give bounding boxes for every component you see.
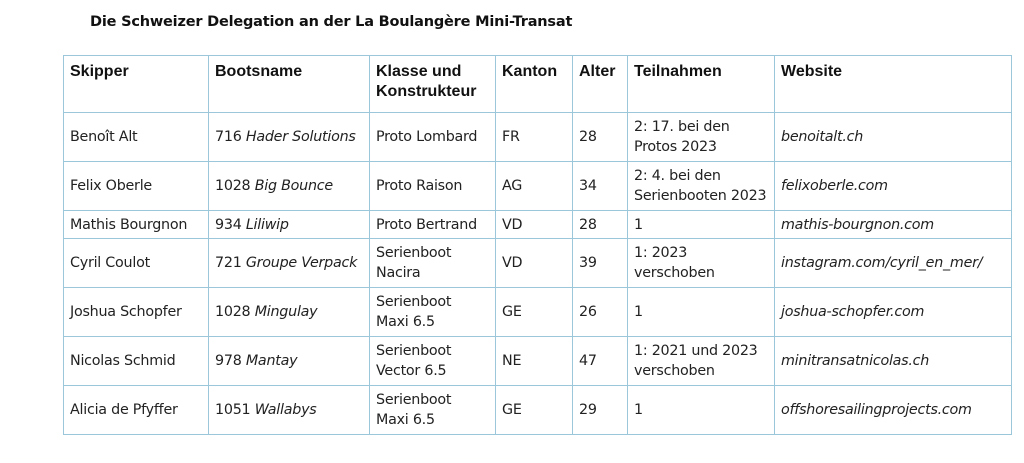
cell-skipper: Cyril Coulot: [64, 239, 209, 288]
table-row: [64, 239, 1012, 288]
participations-line1: 2: 4. bei den: [634, 168, 721, 184]
cell-participations: [628, 239, 775, 288]
cell-website: instagram.com/cyril_en_mer/: [775, 239, 1012, 288]
boat-number: 978: [215, 353, 242, 369]
boat-number: 1051: [215, 402, 251, 418]
cell-canton: NE: [496, 337, 573, 386]
boat-number: 721: [215, 255, 242, 271]
cell-class: [370, 211, 496, 239]
table-row: [64, 211, 1012, 239]
cell-age: 39: [573, 239, 628, 288]
cell-skipper: Mathis Bourgnon: [64, 211, 209, 239]
class-line1: Proto Raison: [376, 178, 463, 194]
cell-participations: [628, 211, 775, 239]
cell-skipper: Nicolas Schmid: [64, 337, 209, 386]
cell-canton: VD: [496, 239, 573, 288]
delegation-table: [63, 55, 1012, 435]
cell-canton: GE: [496, 288, 573, 337]
participations-line1: 1: 2023 verschoben: [634, 245, 715, 281]
boat-number: 1028: [215, 178, 251, 194]
class-line1: Serienboot: [376, 245, 452, 261]
cell-boat: [209, 113, 370, 162]
class-line2: Nacira: [376, 265, 421, 281]
header-canton: Kanton: [496, 56, 573, 113]
cell-skipper: Alicia de Pfyffer: [64, 386, 209, 435]
participations-line1: 1: 2021 und 2023: [634, 343, 758, 359]
cell-age: 29: [573, 386, 628, 435]
header-class-line1: Klasse und: [376, 63, 462, 80]
class-line2: Vector 6.5: [376, 363, 447, 379]
boat-number: 1028: [215, 304, 251, 320]
cell-boat: [209, 386, 370, 435]
table-row: [64, 386, 1012, 435]
header-age: Alter: [573, 56, 628, 113]
cell-website: felixoberle.com: [775, 162, 1012, 211]
table-header-row: [64, 56, 1012, 113]
cell-boat: [209, 239, 370, 288]
cell-website: minitransatnicolas.ch: [775, 337, 1012, 386]
boat-name: Hader Solutions: [245, 129, 356, 145]
cell-skipper: Joshua Schopfer: [64, 288, 209, 337]
participations-line2: Protos 2023: [634, 139, 717, 155]
header-participations: Teilnahmen: [628, 56, 775, 113]
cell-class: [370, 239, 496, 288]
participations-line1: 1: [634, 216, 643, 233]
participations-line1: 2: 17. bei den: [634, 119, 730, 135]
cell-class: [370, 162, 496, 211]
cell-skipper: Benoît Alt: [64, 113, 209, 162]
table-row: [64, 162, 1012, 211]
class-line2: Maxi 6.5: [376, 412, 435, 428]
boat-name: Mingulay: [254, 304, 318, 320]
cell-boat: [209, 288, 370, 337]
boat-name: Liliwip: [245, 216, 289, 233]
participations-line2: verschoben: [634, 363, 715, 379]
cell-class: [370, 113, 496, 162]
cell-canton: GE: [496, 386, 573, 435]
cell-age: 26: [573, 288, 628, 337]
header-website: Website: [775, 56, 1012, 113]
boat-name: Big Bounce: [254, 178, 333, 194]
class-line2: Maxi 6.5: [376, 314, 435, 330]
cell-canton: VD: [496, 211, 573, 239]
participations-line1: 1: [634, 304, 643, 320]
cell-website: offshoresailingprojects.com: [775, 386, 1012, 435]
cell-website: mathis-bourgnon.com: [775, 211, 1012, 239]
cell-age: 28: [573, 211, 628, 239]
boat-name: Wallabys: [254, 402, 317, 418]
class-line1: Proto Bertrand: [376, 216, 477, 233]
cell-age: 34: [573, 162, 628, 211]
class-line1: Serienboot: [376, 294, 452, 310]
cell-boat: [209, 337, 370, 386]
cell-skipper: Felix Oberle: [64, 162, 209, 211]
cell-website: benoitalt.ch: [775, 113, 1012, 162]
header-class-line2: Konstrukteur: [376, 83, 477, 100]
header-boat-name: Bootsname: [209, 56, 370, 113]
boat-number: 716: [215, 129, 242, 145]
class-line1: Serienboot: [376, 392, 452, 408]
participations-line1: 1: [634, 402, 643, 418]
cell-participations: [628, 288, 775, 337]
cell-class: [370, 337, 496, 386]
cell-boat: [209, 162, 370, 211]
boat-name: Mantay: [245, 353, 298, 369]
header-skipper: Skipper: [64, 56, 209, 113]
cell-canton: AG: [496, 162, 573, 211]
boat-number: 934: [215, 216, 242, 233]
cell-class: [370, 288, 496, 337]
header-class-constructor: [370, 56, 496, 113]
participations-line2: Serienbooten 2023: [634, 188, 767, 204]
cell-age: 28: [573, 113, 628, 162]
cell-participations: [628, 337, 775, 386]
cell-canton: FR: [496, 113, 573, 162]
cell-participations: [628, 162, 775, 211]
class-line1: Serienboot: [376, 343, 452, 359]
cell-class: [370, 386, 496, 435]
cell-boat: [209, 211, 370, 239]
table-row: [64, 337, 1012, 386]
boat-name: Groupe Verpack: [245, 255, 358, 271]
class-line1: Proto Lombard: [376, 129, 478, 145]
cell-participations: [628, 113, 775, 162]
table-row: [64, 113, 1012, 162]
cell-website: joshua-schopfer.com: [775, 288, 1012, 337]
cell-age: 47: [573, 337, 628, 386]
cell-participations: [628, 386, 775, 435]
document-title: Die Schweizer Delegation an der La Boulangère Mini-Transat: [90, 14, 573, 30]
table-row: [64, 288, 1012, 337]
